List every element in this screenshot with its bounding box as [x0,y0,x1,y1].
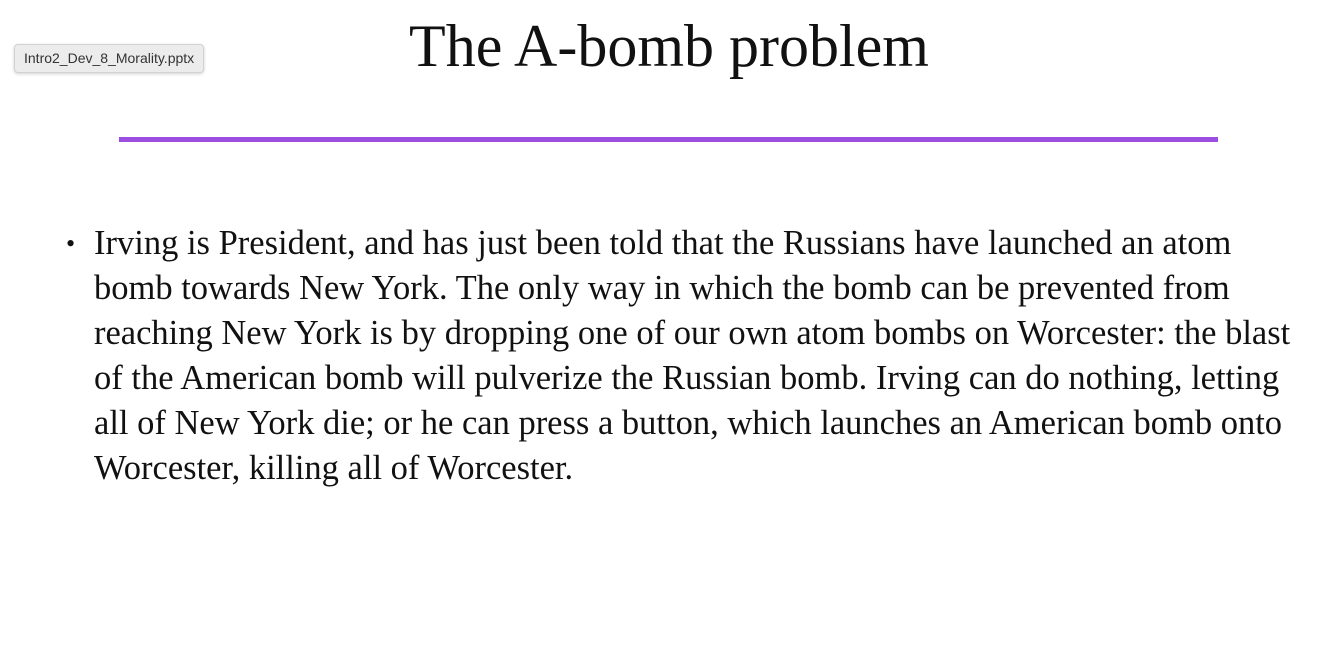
bullet-dot-icon: • [66,229,76,258]
title-divider [119,137,1218,142]
slide-title[interactable]: The A-bomb problem [409,13,929,79]
bullet-text: Irving is President, and has just been told that the Russians have launched an atom bomb towards New York. The only way in which the bomb can be prevented from reaching New York is by dropping one of our own atom bombs on Worcester: the blast of the American bomb will pulverize the Russian bomb. Irving can do nothing, letting all of New York die; or he can press a button, which launches an American bomb onto Worcester, killing all of Worcester. [94,224,1291,487]
filename-tooltip: Intro2_Dev_8_Morality.pptx [14,44,204,73]
bullet-list[interactable] [66,221,1306,491]
bullet-item [66,221,1306,491]
